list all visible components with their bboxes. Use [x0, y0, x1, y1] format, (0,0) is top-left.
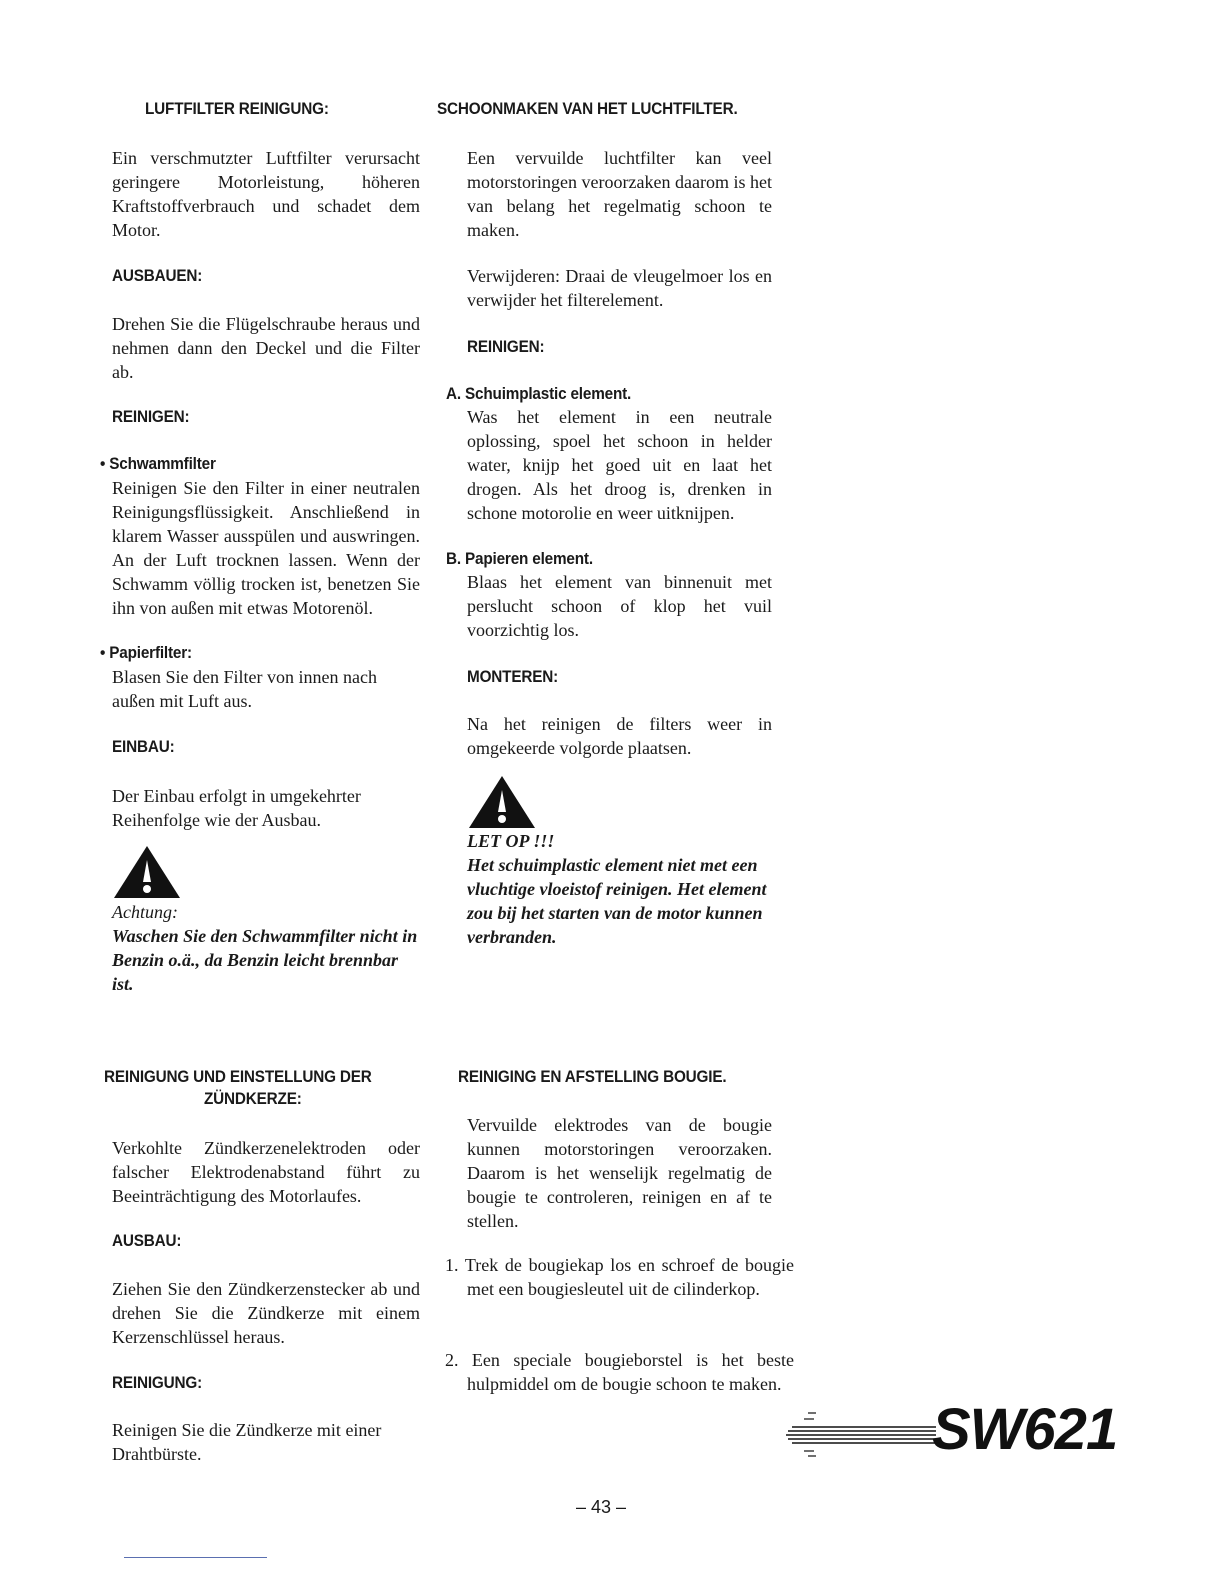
schwammfilter-text: Reinigen Sie den Filter in einer neutralen Reinigungsflüssigkeit. Anschließend in klarem Wasser ausspülen und auswringen. An der Luft trocknen lassen. Wenn der Schwamm völlig trocken ist, benetzen Sie ihn von außen mit etwas Motorenöl.	[112, 478, 420, 618]
bougie-step-1: 1. Trek de bougiekap los en schroef de bougie met een bougiesleutel uit de cilinderkop.	[445, 1255, 794, 1299]
zuendkerze-intro: Verkohlte Zündkerzenelektroden oder falscher Elektrodenabstand führt zu Beeinträchtigung des Motorlaufes.	[112, 1138, 420, 1206]
bougie-heading: REINIGING EN AFSTELLING BOUGIE.	[458, 1067, 727, 1086]
monteren-text: Na het reinigen de filters weer in omgekeerde volgorde plaatsen.	[467, 714, 772, 758]
schwammfilter-heading: • Schwammfilter	[100, 454, 216, 473]
verwijderen-text: Verwijderen: Draai de vleugelmoer los en verwijder het filterelement.	[467, 266, 772, 310]
page-number: – 43 –	[576, 1497, 627, 1517]
luchtfilter-intro: Een vervuilde luchtfilter kan veel motorstoringen veroorzaken daarom is het van belang het regelmatig schoon te maken.	[467, 148, 772, 240]
zuendkerze-ausbau-text: Ziehen Sie den Zündkerzenstecker ab und drehen Sie die Zündkerze mit einem Kerzenschlüssel heraus.	[112, 1279, 420, 1347]
papierfilter-text: Blasen Sie den Filter von innen nach außen mit Luft aus.	[112, 667, 377, 711]
bougie-intro: Vervuilde elektrodes van de bougie kunnen motorstoringen veroorzaken. Daarom is het wenselijk regelmatig de bougie te controleren, reinigen en af te stellen.	[467, 1115, 772, 1231]
zuendkerze-heading-line1: REINIGUNG UND EINSTELLUNG DER	[104, 1067, 372, 1086]
zuendkerze-ausbau-heading: AUSBAU:	[112, 1231, 182, 1250]
achtung-label: Achtung:	[112, 902, 178, 922]
luchtfilter-heading: SCHOONMAKEN VAN HET LUCHTFILTER.	[437, 99, 738, 118]
zuendkerze-reinigung-text: Reinigen Sie die Zündkerze mit einer Drahtbürste.	[112, 1420, 382, 1464]
ausbauen-heading: AUSBAUEN:	[112, 266, 203, 285]
logo-text: SW621	[932, 1397, 1118, 1462]
papierfilter-heading: • Papierfilter:	[100, 643, 192, 662]
luftfilter-heading: LUFTFILTER REINIGUNG:	[145, 99, 329, 118]
einbau-heading: EINBAU:	[112, 737, 175, 756]
warning-triangle-icon	[112, 844, 182, 900]
speed-lines-icon	[786, 1409, 936, 1459]
sw621-logo	[786, 1397, 1146, 1467]
bougie-step-2: 2. Een speciale bougieborstel is het beste hulpmiddel om de bougie schoon te maken.	[445, 1350, 794, 1394]
einbau-text: Der Einbau erfolgt in umgekehrter Reihenfolge wie der Ausbau.	[112, 786, 361, 830]
zuendkerze-reinigung-heading: REINIGUNG:	[112, 1373, 203, 1392]
ausbauen-text: Drehen Sie die Flügelschraube heraus und nehmen dann den Deckel und die Filter ab.	[112, 314, 420, 382]
papieren-heading: B. Papieren element.	[446, 549, 593, 568]
reinigen-nl-heading: REINIGEN:	[467, 337, 545, 356]
footer-rule	[124, 1557, 267, 1558]
zuendkerze-heading-line2: ZÜNDKERZE:	[204, 1089, 302, 1108]
let-op-label: LET OP !!!	[467, 831, 555, 851]
warning-triangle-icon	[467, 774, 537, 830]
monteren-heading: MONTEREN:	[467, 667, 559, 686]
schuimplastic-text: Was het element in een neutrale oplossing, spoel het schoon in helder water, knijp het goed uit en laat het drogen. Als het droog is, drenken in schone motorolie en weer uitknijpen.	[467, 407, 772, 523]
luftfilter-intro: Ein verschmutzter Luftfilter verursacht geringere Motorleistung, höheren Kraftstoffverbrauch und schadet dem Motor.	[112, 148, 420, 240]
achtung-text: Waschen Sie den Schwammfilter nicht in Benzin o.ä., da Benzin leicht brennbar ist.	[112, 926, 418, 994]
let-op-text: Het schuimplastic element niet met een vluchtige vloeistof reinigen. Het element zou bij het starten van de motor kunnen verbranden.	[467, 855, 767, 947]
schuimplastic-heading: A. Schuimplastic element.	[446, 384, 632, 403]
papieren-text: Blaas het element van binnenuit met perslucht schoon of klop het vuil voorzichtig los.	[467, 572, 772, 640]
reinigen-heading: REINIGEN:	[112, 407, 190, 426]
